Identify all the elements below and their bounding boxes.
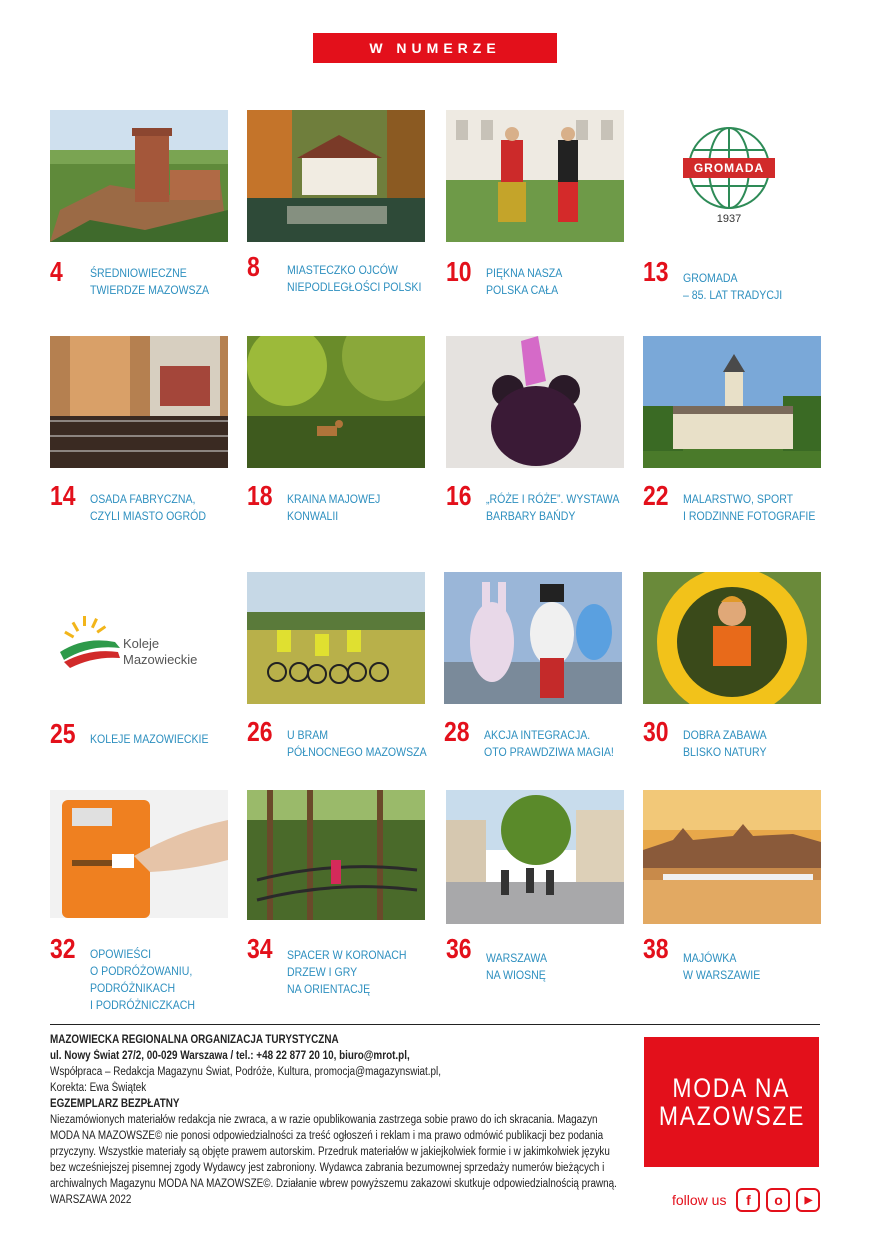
page-number: 4 bbox=[50, 256, 63, 287]
imprint bbox=[50, 1032, 630, 1208]
article-title[interactable]: PIĘKNA NASZA POLSKA CAŁA bbox=[486, 266, 563, 297]
brand-line-1: MODA NA bbox=[672, 1073, 791, 1103]
warsaw-sunset-photo bbox=[643, 790, 821, 924]
section-title: W NUMERZE bbox=[313, 33, 557, 63]
brand-line-2: MAZOWSZE bbox=[658, 1101, 805, 1131]
article-title[interactable]: WARSZAWA NA WIOSNĘ bbox=[486, 951, 548, 982]
cooperation-note: Współpraca – Redakcja Magazynu Świat, Podróże, Kultura, promocja@magazynswiat.pl, bbox=[50, 1066, 441, 1078]
gromada-logo-year: 1937 bbox=[716, 213, 742, 225]
page-number: 38 bbox=[643, 933, 669, 964]
gromada-logo bbox=[643, 110, 821, 242]
koleje-mazowieckie-logo bbox=[50, 572, 228, 704]
mascots-photo bbox=[444, 572, 622, 704]
castle-photo bbox=[50, 110, 228, 242]
page-number: 14 bbox=[50, 480, 76, 511]
article-title[interactable]: MIASTECZKO OJCÓW NIEPODLEGŁOŚCI POLSKI bbox=[287, 263, 422, 294]
organization-address: ul. Nowy Świat 27/2, 00-029 Warszawa / tel.: +48 22 877 20 10, biuro@mrot.pl, bbox=[50, 1050, 410, 1062]
organization-name: MAZOWIECKA REGIONALNA ORGANIZACJA TURYSTYCZNA bbox=[50, 1034, 339, 1046]
page-number: 22 bbox=[643, 480, 669, 511]
factory-museum-photo bbox=[50, 336, 228, 468]
proofreading-note: Korekta: Ewa Świątek bbox=[50, 1082, 147, 1094]
parcel-locker-photo bbox=[50, 790, 228, 918]
page-number: 25 bbox=[50, 718, 76, 749]
article-title[interactable]: OPOWIEŚCI O PODRÓŻOWANIU, PODRÓŻNIKACH I PODRÓŻNICZKACH bbox=[90, 947, 196, 1012]
article-title[interactable]: GROMADA – 85. LAT TRADYCJI bbox=[683, 271, 783, 302]
article-title[interactable]: AKCJA INTEGRACJA. OTO PRAWDZIWA MAGIA! bbox=[484, 728, 614, 759]
warsaw-street-photo bbox=[446, 790, 624, 924]
youtube-icon[interactable]: ▶ bbox=[796, 1188, 820, 1212]
gromada-logo-text: GROMADA bbox=[693, 161, 765, 175]
free-copy-label: EGZEMPLARZ BEZPŁATNY bbox=[50, 1098, 180, 1110]
article-title[interactable]: „RÓŻE I RÓŻE”. WYSTAWA BARBARY BAŃDY bbox=[486, 492, 620, 523]
legal-disclaimer: Niezamówionych materiałów redakcja nie zwraca, a w razie opublikowania zastrzega sobie prawo do ich skracania. Magazyn MODA NA MAZOWSZE© nie ponosi odpowiedzialności za treść ogłoszeń i reklam i ma prawo odmówić publikacji bez podania przyczyny. Wszystkie materiały są objęte prawem autorskim. Przedruk materiałów w jakiejkolwiek formie i w jakimkolwiek języku bez wcześniejszej pisemnej zgody Wydawcy jest zabroniony. Wydawca zabrania bezumownej sprzedaży numerów bieżących i archiwalnych Magazynu MODA NA MAZOWSZE©. Działanie wbrew powyższemu zakazowi skutkuje odpowiedzialnością prawną. WARSZAWA 2022 bbox=[50, 1114, 617, 1206]
page-number: 30 bbox=[643, 716, 669, 747]
page-number: 16 bbox=[446, 480, 472, 511]
article-title[interactable]: KRAINA MAJOWEJ KONWALII bbox=[287, 492, 381, 523]
footer-divider bbox=[50, 1024, 820, 1025]
follow-us-label: follow us bbox=[672, 1192, 727, 1208]
page-number: 26 bbox=[247, 716, 273, 747]
koleje-logo-line1: Koleje bbox=[123, 636, 160, 651]
treetop-walk-photo bbox=[247, 790, 425, 920]
moda-na-mazowsze-logo bbox=[644, 1037, 819, 1167]
page-number: 13 bbox=[643, 256, 669, 287]
article-title[interactable]: OSADA FABRYCZNA, CZYLI MIASTO OGRÓD bbox=[90, 492, 206, 523]
article-title[interactable]: SPACER W KORONACH DRZEW I GRY NA ORIENTACJĘ bbox=[287, 948, 407, 996]
cyclists-field-photo bbox=[247, 572, 425, 704]
page-number: 34 bbox=[247, 933, 273, 964]
page-number: 10 bbox=[446, 256, 472, 287]
page-number: 8 bbox=[247, 251, 260, 282]
article-title[interactable]: MALARSTWO, SPORT I RODZINNE FOTOGRAFIE bbox=[683, 492, 816, 523]
social-links bbox=[672, 1187, 820, 1213]
instagram-icon[interactable]: o bbox=[766, 1188, 790, 1212]
page-number: 36 bbox=[446, 933, 472, 964]
page-number: 28 bbox=[444, 716, 470, 747]
article-title[interactable]: ŚREDNIOWIECZNE TWIERDZE MAZOWSZA bbox=[90, 266, 210, 297]
koleje-logo-line2: Mazowieckie bbox=[123, 652, 198, 667]
page-number: 18 bbox=[247, 480, 273, 511]
palace-photo bbox=[643, 336, 821, 468]
article-title[interactable]: MAJÓWKA W WARSZAWIE bbox=[683, 951, 761, 982]
article-title[interactable]: KOLEJE MAZOWIECKIE bbox=[90, 732, 209, 746]
playground-tube-photo bbox=[643, 572, 821, 704]
manor-photo bbox=[247, 110, 425, 242]
facebook-icon[interactable]: f bbox=[736, 1188, 760, 1212]
art-sculpture-photo bbox=[446, 336, 624, 468]
article-title[interactable]: U BRAM PÓŁNOCNEGO MAZOWSZA bbox=[287, 728, 427, 759]
article-title[interactable]: DOBRA ZABAWA BLISKO NATURY bbox=[683, 728, 767, 759]
folk-dancers-photo bbox=[446, 110, 624, 242]
forest-deer-photo bbox=[247, 336, 425, 468]
page-number: 32 bbox=[50, 933, 76, 964]
